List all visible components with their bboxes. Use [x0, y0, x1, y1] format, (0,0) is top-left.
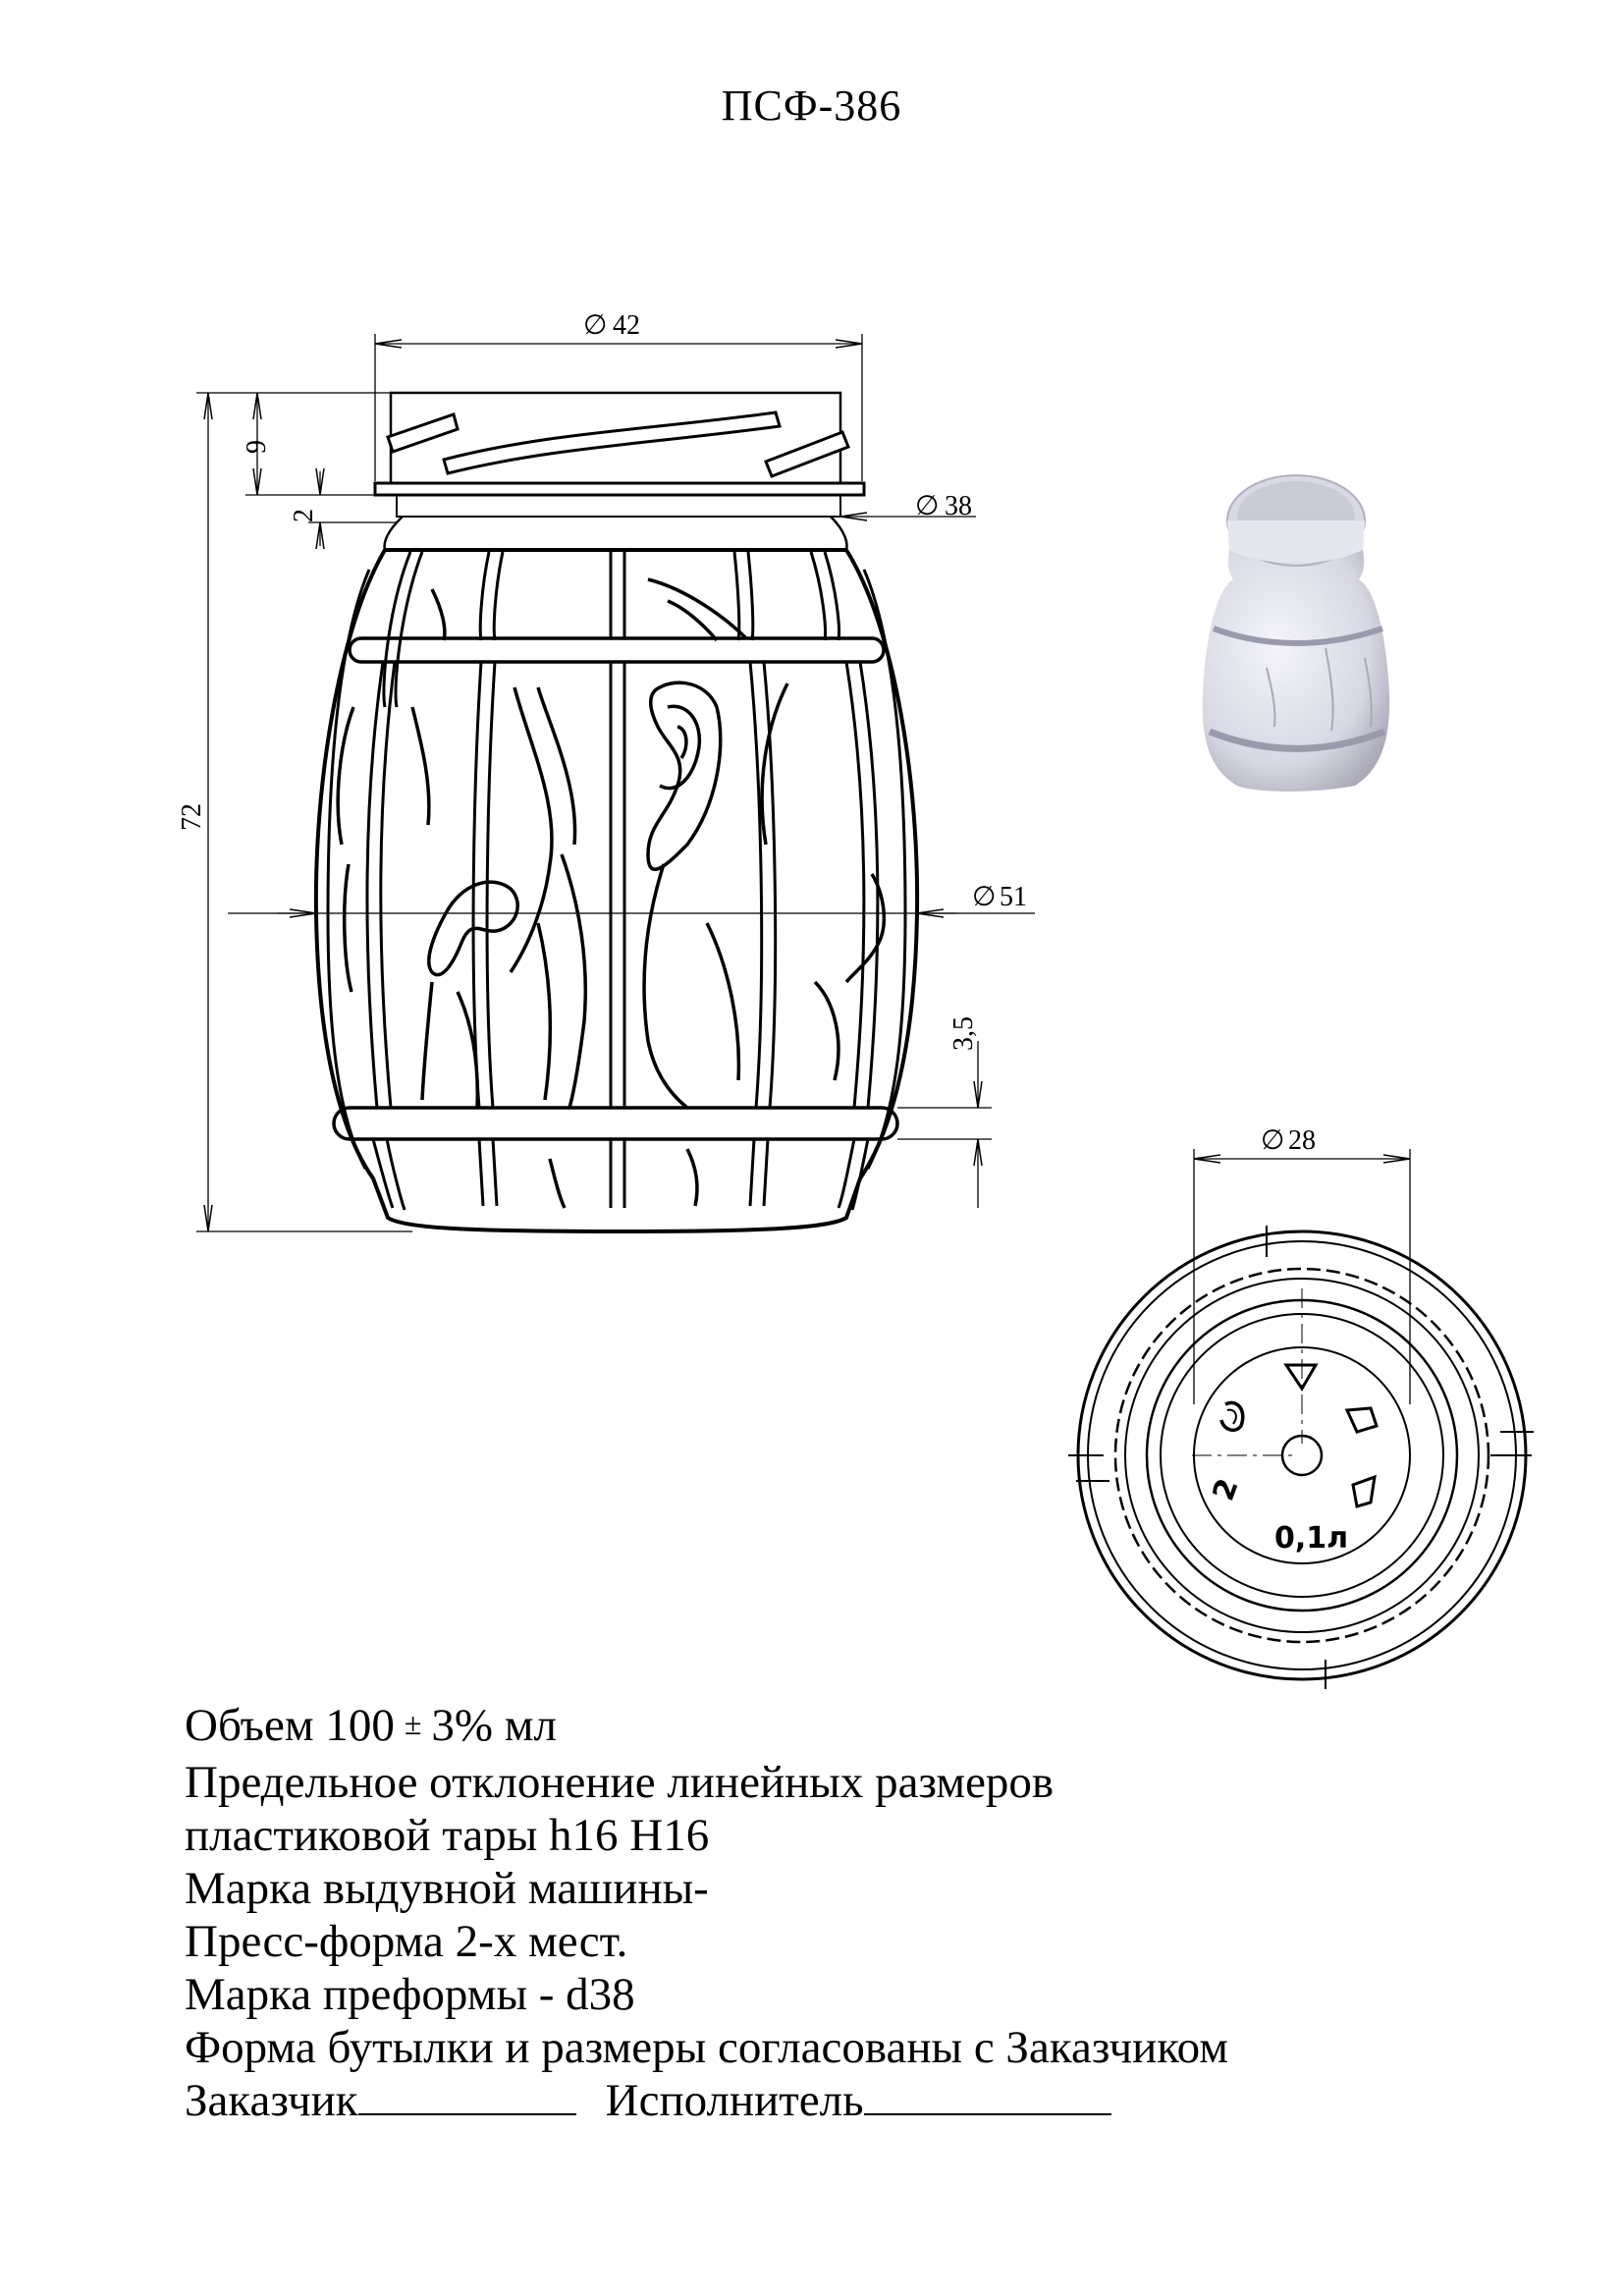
spec-line-blow-machine: Марка выдувной машины-: [185, 1863, 709, 1914]
jar-3d-preview: [1203, 475, 1389, 792]
spec-line-deviation: Предельное отклонение линейных размеров: [185, 1757, 1055, 1808]
thread-strips: [388, 412, 848, 476]
dim-d28-value: 28: [1288, 1125, 1316, 1156]
spec-signatures: [185, 2074, 1228, 2127]
support-ring: [375, 483, 864, 495]
spec-line-tolerance-class: пластиковой тары h16 H16: [185, 1810, 710, 1861]
customer-signature-line: [358, 2074, 576, 2115]
spec-volume-tolerance-sign: ±: [404, 1706, 422, 1741]
dim-d42-value: 42: [613, 310, 640, 341]
dim-height-3-5: 3,5: [948, 1016, 979, 1051]
hoop-lower: [334, 1108, 897, 1139]
spec-line-preform: Марка преформы - d38: [185, 1969, 635, 2020]
spec-line-mold: Пресс-форма 2-х мест.: [185, 1916, 628, 1967]
staves: [367, 552, 878, 1210]
document-title: ПСФ-386: [721, 82, 902, 130]
dim-height-2: 2: [289, 509, 319, 522]
barrel-outline: [316, 550, 917, 1231]
specification-block: [185, 1699, 1228, 2127]
contractor-signature-line: [864, 2074, 1111, 2115]
dim-d28-symbol: ∅: [1261, 1125, 1285, 1156]
front-view: [316, 393, 917, 1231]
bottom-view: [1068, 1149, 1534, 1689]
customer-label: Заказчик: [185, 2075, 358, 2126]
dimension-labels: [177, 310, 1027, 1051]
dim-height-9: 9: [242, 440, 272, 454]
spec-volume-value: Объем 100: [185, 1700, 395, 1751]
dim-d38-symbol: ∅: [915, 491, 940, 521]
spec-volume-tolerance: 3% мл: [431, 1700, 558, 1751]
dim-d38-value: 38: [945, 491, 972, 521]
contractor-label: Исполнитель: [605, 2075, 864, 2126]
dim-d51-value: 51: [1000, 882, 1027, 912]
hoop-upper: [350, 638, 884, 662]
bottom-volume: 0,1л: [1274, 1521, 1349, 1556]
spec-line-approval: Форма бутылки и размеры согласованы с Заказчиком: [185, 2022, 1229, 2073]
bottom-number: 2: [1206, 1474, 1246, 1505]
spec-volume: [185, 1699, 1228, 1756]
bottom-view-labels: [1207, 1125, 1348, 1556]
dim-d51-symbol: ∅: [972, 882, 997, 912]
dim-d42-symbol: ∅: [583, 310, 608, 341]
dim-height-72: 72: [177, 803, 207, 831]
